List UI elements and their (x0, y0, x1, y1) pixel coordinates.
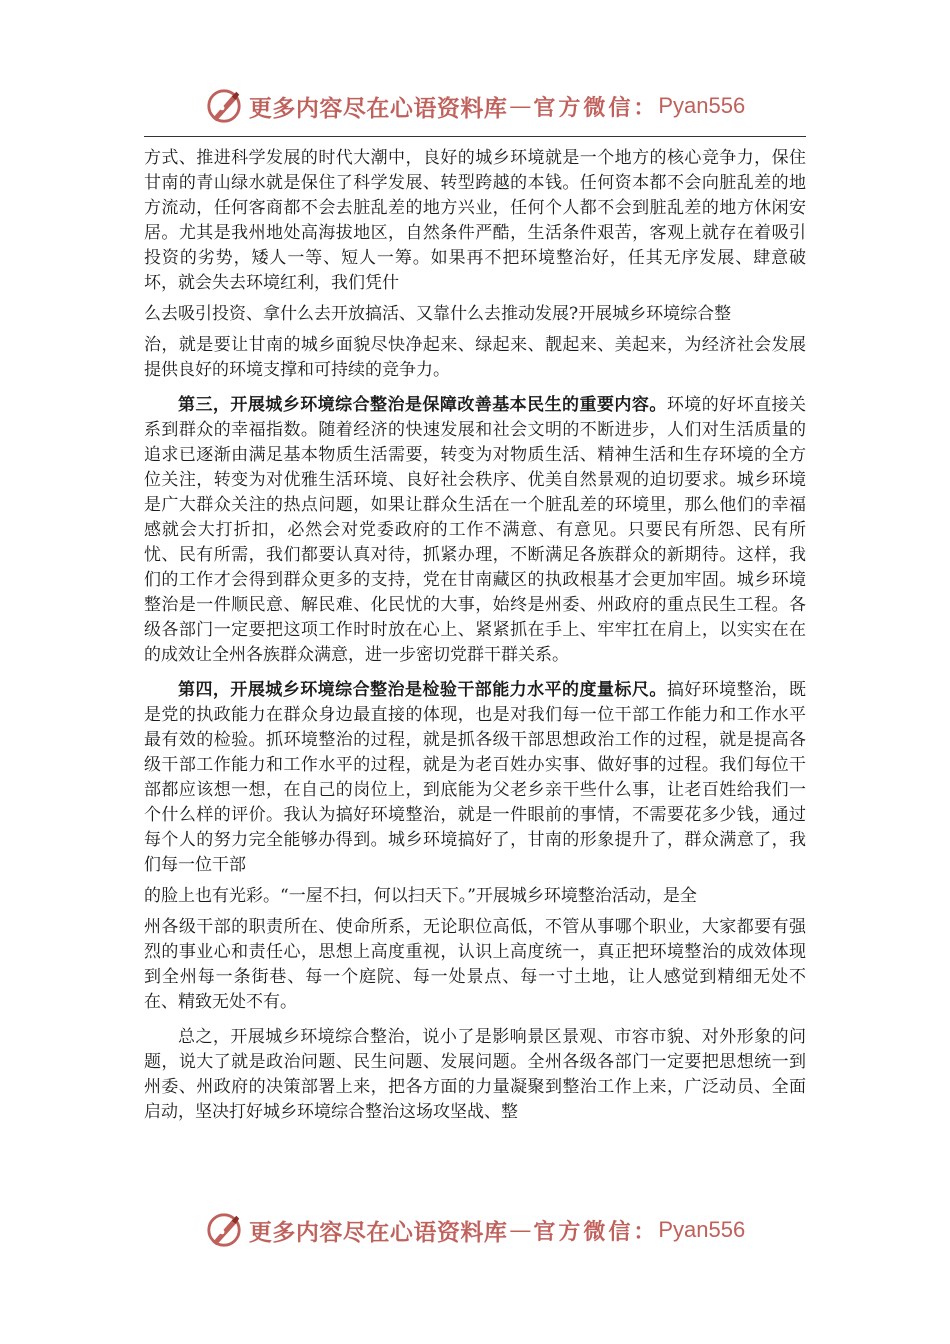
watermark-wechat-id: Pyan556 (658, 1217, 746, 1242)
pen-logo-icon (205, 87, 243, 125)
paragraph-text: 治，就是要让甘南的城乡面貌尽快净起来、绿起来、靓起来、美起来，为经济社会发展提供良好的环境支撑和可持续的竞争力。 (144, 335, 806, 380)
paragraph-conclusion: 总之，开展城乡环境综合整治，说小了是影响景区景观、市容市貌、对外形象的问题，说大了就是政治问题、民生问题、发展问题。全州各级各部门一定要把思想统一到州委、州政府的决策部署上来，把各方面的力量凝聚到整治工作上来，广泛动员、全面启动，坚决打好城乡环境综合整治这场攻坚战、整 (144, 1027, 806, 1122)
watermark-wechat-id: Pyan556 (658, 93, 746, 118)
pen-logo-icon (205, 1211, 243, 1249)
watermark-sub-text: 官方微信： (533, 1218, 659, 1245)
paragraph-section-three (144, 393, 806, 668)
watermark-main-text: 更多内容尽在心语资料库 (248, 94, 508, 122)
header-watermark (0, 86, 950, 126)
paragraph-section-four (144, 678, 806, 878)
watermark-dash: — (509, 1217, 532, 1243)
section-heading: 第三，开展城乡环境综合整治是保障改善基本民生的重要内容。 (178, 395, 667, 415)
watermark-dash: — (509, 93, 532, 119)
watermark-main-text: 更多内容尽在心语资料库 (248, 1218, 508, 1246)
paragraph-text: 方式、推进科学发展的时代大潮中，良好的城乡环境就是一个地方的核心竞争力，保住甘南的青山绿水就是保住了科学发展、转型跨越的本钱。任何资本都不会向脏乱差的地方流动，任何客商都不会去脏乱差的地方兴业，任何个人都不会到脏乱差的地方休闲安居。尤其是我州地处高海拔地区，自然条件严酷，生活条件艰苦，客观上就存在着吸引投资的劣势，矮人一等、短人一筹。如果再不把环境整治好，任其无序发展、肆意破坏，就会失去环境红利，我们凭什 (144, 148, 806, 293)
document-body (144, 146, 806, 1125)
paragraph-text: 搞好环境整治，既是党的执政能力在群众身边最直接的体现，也是对我们每一位干部工作能力和工作水平最有效的检验。抓环境整治的过程，就是抓各级干部思想政治工作的过程，就是提高各级干部工作能力和工作水平的过程，就是为老百姓办实事、做好事的过程。我们每位干部都应该想一想，在自己的岗位上，到底能为父老乡亲干些什么事，让老百姓给我们一个什么样的评价。我认为搞好环境整治，就是一件眼前的事情，不需要花多少钱，通过每个人的努力完全能够办得到。城乡环境搞好了，甘南的形象提升了，群众满意了，我们每一位干部 (144, 680, 807, 875)
paragraph-text: 州各级干部的职责所在、使命所系，无论职位高低，不管从事哪个职业，大家都要有强烈的事业心和责任心，思想上高度重视，认识上高度统一，真正把环境整治的成效体现到全州每一条街巷、每一个庭院、每一处景点、每一寸土地，让人感觉到精细无处不在、精致无处不有。 (144, 917, 806, 1012)
paragraph-text-line: 么去吸引投资、拿什么去开放搞活、又靠什么去推动发展?开展城乡环境综合整 (144, 304, 732, 324)
header-rule (144, 136, 806, 137)
watermark-sub-text: 官方微信： (533, 94, 659, 121)
footer-watermark (0, 1210, 950, 1250)
paragraph-text: 环境的好坏直接关系到群众的幸福指数。随着经济的快速发展和社会文明的不断进步，人们对生活质量的追求已逐渐由满足基本物质生活需要，转变为对物质生活、精神生活和生存环境的全方位关注，转变为对优雅生活环境、良好社会秩序、优美自然景观的迫切要求。城乡环境是广大群众关注的热点问题，如果让群众生活在一个脏乱差的环境里，那么他们的幸福感就会大打折扣，必然会对党委政府的工作不满意、有意见。只要民有所怨、民有所忧、民有所需，我们都要认真对待，抓紧办理，不断满足各族群众的新期待。这样，我们的工作才会得到群众更多的支持，党在甘南藏区的执政根基才会更加牢固。城乡环境整治是一件顺民意、解民难、化民忧的大事，始终是州委、州政府的重点民生工程。各级各部门一定要把这项工作时时放在心上、紧紧抓在手上、牢牢扛在肩上，以实实在在的成效让全州各族群众满意，进一步密切党群干群关系。 (144, 395, 807, 665)
paragraph-continued (144, 146, 806, 296)
section-heading: 第四，开展城乡环境综合整治是检验干部能力水平的度量标尺。 (178, 680, 667, 700)
paragraph-text-line: 的脸上也有光彩。“一屋不扫，何以扫天下。”开展城乡环境整治活动，是全 (144, 886, 697, 906)
